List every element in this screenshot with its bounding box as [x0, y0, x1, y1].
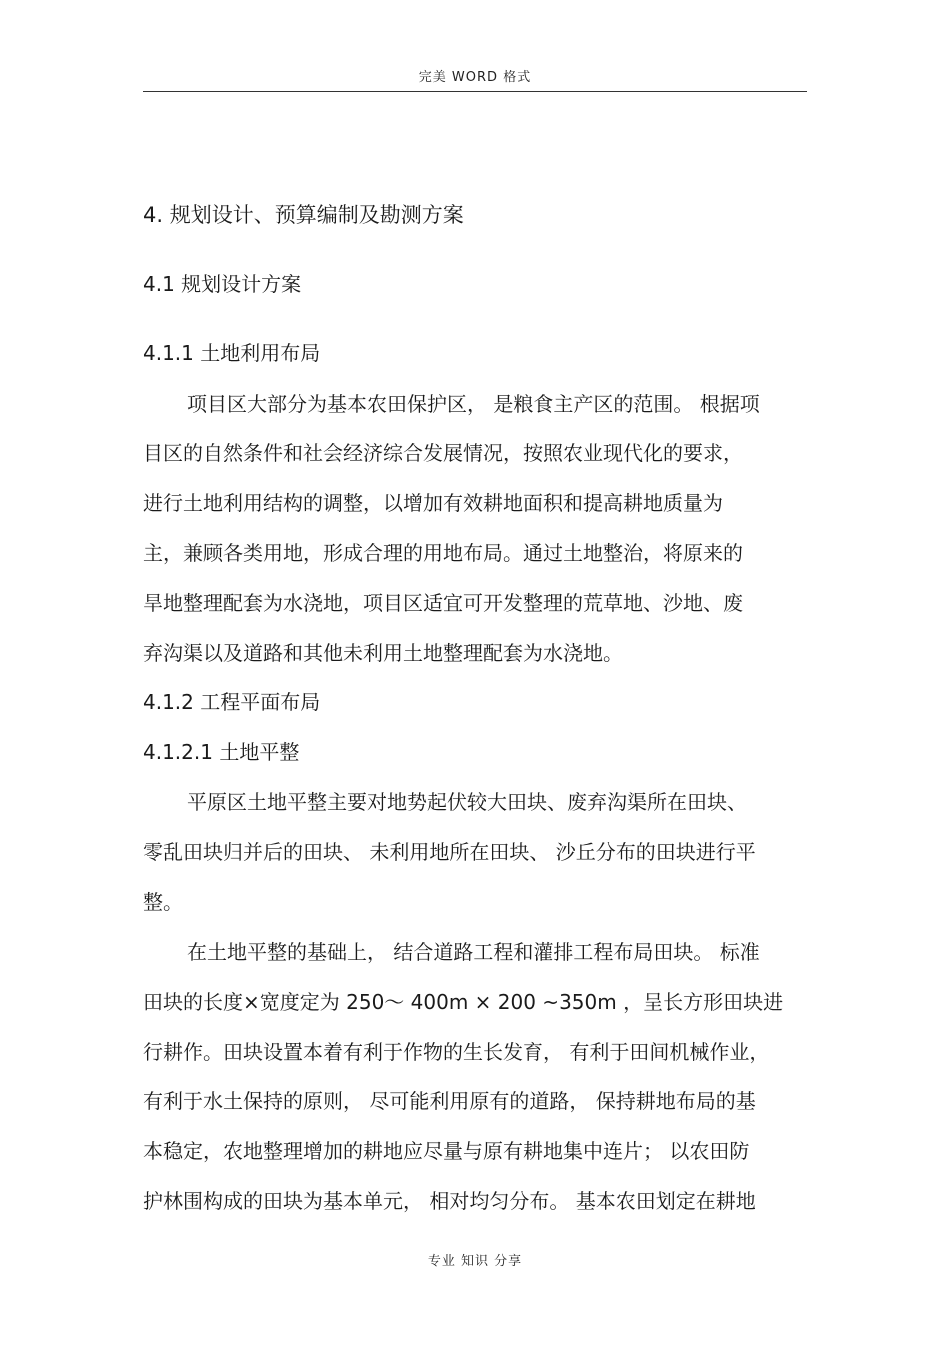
section-heading: 4.1 规划设计方案 [143, 272, 302, 296]
page-header: 完美 WORD 格式 [418, 70, 532, 85]
paragraph-line: 有利于水土保持的原则， 尽可能利用原有的道路， 保持耕地布局的基 [143, 1089, 756, 1113]
paragraph-line: 目区的自然条件和社会经济综合发展情况，按照农业现代化的要求， [143, 441, 743, 465]
paragraph-line: 整。 [143, 890, 183, 914]
chapter-heading: 4. 规划设计、预算编制及勘测方案 [143, 203, 464, 227]
paragraph-line: 平原区土地平整主要对地势起伏较大田块、废弃沟渠所在田块、 [187, 790, 747, 814]
paragraph-line: 进行土地利用结构的调整，以增加有效耕地面积和提高耕地质量为 [143, 491, 723, 515]
paragraph-line: 零乱田块归并后的田块、 未利用地所在田块、 沙丘分布的田块进行平 [143, 840, 756, 864]
header-divider [143, 91, 807, 92]
paragraph-line: 行耕作。田块设置本着有利于作物的生长发育， 有利于田间机械作业， [143, 1040, 770, 1064]
paragraph-line: 田块的长度×宽度定为 250～ 400m × 200 ~350m ，呈长方形田块进 [143, 990, 784, 1014]
paragraph-line: 旱地整理配套为水浇地，项目区适宜可开发整理的荒草地、沙地、废 [143, 591, 743, 615]
subsection-heading: 4.1.2 工程平面布局 [143, 690, 321, 714]
paragraph-line: 本稳定，农地整理增加的耕地应尽量与原有耕地集中连片； 以农田防 [143, 1139, 750, 1163]
subsubsection-heading: 4.1.2.1 土地平整 [143, 740, 300, 764]
paragraph-line: 主，兼顾各类用地，形成合理的用地布局。通过土地整治，将原来的 [143, 541, 743, 565]
subsection-heading: 4.1.1 土地利用布局 [143, 341, 321, 365]
paragraph-line: 在土地平整的基础上， 结合道路工程和灌排工程布局田块。 标准 [187, 940, 760, 964]
paragraph-line: 项目区大部分为基本农田保护区， 是粮食主产区的范围。 根据项 [187, 392, 760, 416]
page-footer: 专业 知识 分享 [427, 1254, 523, 1269]
paragraph-line: 弃沟渠以及道路和其他未利用土地整理配套为水浇地。 [143, 641, 623, 665]
paragraph-line: 护林围构成的田块为基本单元， 相对均匀分布。 基本农田划定在耕地 [143, 1189, 756, 1213]
